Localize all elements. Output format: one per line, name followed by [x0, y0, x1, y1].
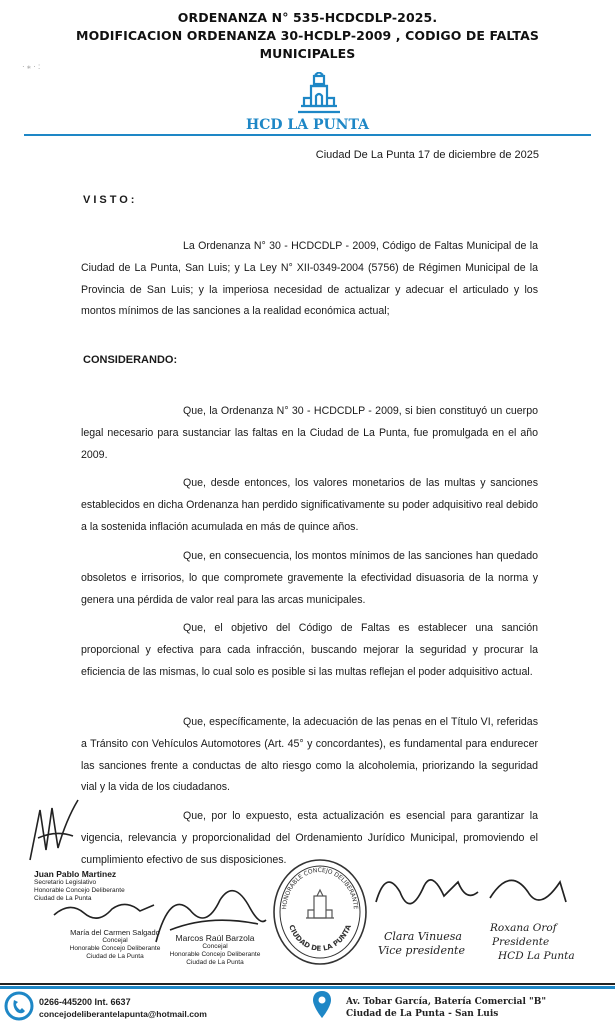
considerando-paragraph-1: Que, la Ordenanza N° 30 - HCDCDLP - 2009, si bien constituyó un cuerpo legal necesario para sustanciar las faltas en la Ciudad de La Punta, fue promulgada en el año 2009. — [81, 405, 538, 461]
official-seal — [270, 856, 370, 968]
svg-text:HONORABLE CONCEJO DELIBERANTE — [281, 867, 359, 910]
signer-institution: Honorable Concejo Deliberante — [34, 887, 125, 894]
scan-mark: · ⁎ · : — [22, 62, 41, 71]
at-phone-icon — [4, 991, 34, 1021]
considerando-paragraph-3: Que, en consecuencia, los montos mínimos de las sanciones han quedado obsoletos e irrisorios, lo que compromete gravemente la efectividad disuasoria de la norma y genera una pérdida de valor real para las arcas municipales. — [81, 550, 538, 606]
footer-address: Av. Tobar García, Batería Comercial "B" — [346, 997, 547, 1007]
considerando-heading: CONSIDERANDO: — [83, 354, 178, 366]
considerando-paragraph-6: Que, por lo expuesto, esta actualización es esencial para garantizar la vigencia, relevancia y proporcionalidad del Ordenamiento Jurídico Municipal, promoviendo el cumplimiento efectivo de sus disposiciones. — [81, 810, 538, 866]
signer-role: Concejal — [102, 937, 128, 944]
signature-scribble-secretary — [18, 790, 88, 870]
signer-role: Secretario Legislativo — [34, 879, 97, 886]
signer-name: María del Carmen Salgado — [70, 928, 160, 937]
signer-role: Concejal — [202, 943, 228, 950]
signer-city: Ciudad de La Punta — [34, 895, 92, 902]
signature-block-barzola — [160, 934, 270, 967]
ordinance-subtitle: MODIFICACION ORDENANZA 30-HCDLP-2009 , CODIGO DE FALTAS — [76, 28, 539, 43]
ordinance-title: ORDENANZA N° 535-HCDCDLP-2025. — [177, 10, 438, 25]
map-pin-icon — [312, 990, 332, 1020]
signer-city: Ciudad de La Punta — [186, 959, 244, 966]
considerando-paragraph-4: Que, el objetivo del Código de Faltas es establecer una sanción proporcional y efectiva para cada infracción, buscando mejorar la seguridad y procurar la eficiencia de las mismas, lo cual solo es posible si las multas reflejan el poder adquisitivo actual. — [81, 622, 538, 678]
seal-bottom-text: CIUDAD DE LA PUNTA — [287, 923, 353, 953]
signature-block-secretary — [34, 870, 144, 903]
footer-email[interactable]: concejodeliberantelapunta@hotmail.com — [39, 1009, 207, 1019]
signer-institution: Honorable Concejo Deliberante — [169, 951, 261, 958]
footer-phone: 0266-445200 Int. 6637 — [39, 997, 131, 1007]
considerando-paragraph-2: Que, desde entonces, los valores monetarios de las multas y sanciones establecidos en dicha Ordenanza han perdido significativamente su poder adquisitivo real debido a la sostenida inflación acumulada en más de quince años. — [81, 477, 538, 533]
signer-name: Juan Pablo Martinez — [34, 869, 117, 879]
svg-text:CIUDAD DE LA PUNTA — [287, 923, 353, 953]
signature-block-salgado — [55, 928, 175, 961]
signer-city: Ciudad de La Punta — [86, 953, 144, 960]
building-tower-icon — [296, 72, 342, 116]
ordinance-subtitle-2: MUNICIPALES — [259, 46, 356, 61]
visto-paragraph: La Ordenanza N° 30 - HCDCDLP - 2009, Código de Faltas Municipal de la Ciudad de La Punta, San Luis; y La Ley N° XII-0349-2004 (5756) de Régimen Municipal de la Provincia de San Luis; y la imperiosa necesidad de actualizar y adecuar el articulado y los montos mínimos de las sanciones a la realidad económica actual; — [81, 240, 538, 318]
visto-heading: VISTO: — [83, 194, 138, 206]
footer-divider — [0, 983, 615, 985]
signer-institution: Honorable Concejo Deliberante — [69, 945, 161, 952]
handwritten-name-president: Roxana Orof — [490, 922, 557, 934]
handwritten-role-president: Presidente — [492, 936, 550, 948]
logo-text: HCD LA PUNTA — [245, 117, 369, 133]
footer-city: Ciudad de La Punta - San Luis — [346, 1009, 499, 1019]
footer-divider-blue — [0, 986, 615, 989]
document-date: Ciudad De La Punta 17 de diciembre de 2025 — [315, 149, 539, 161]
signer-name: Marcos Raúl Barzola — [175, 933, 255, 943]
handwritten-org-president: HCD La Punta — [498, 950, 575, 962]
seal-top-text: HONORABLE CONCEJO DELIBERANTE — [281, 866, 359, 910]
considerando-paragraph-5: Que, específicamente, la adecuación de las penas en el Título VI, referidas a Tránsito con Vehículos Automotores (Art. 45° y concordantes), es fundamental para endurecer las sanciones frente a conductas de alto riesgo como la alcoholemia, priorizando la seguridad vial y la vida de los ciudadanos. — [81, 716, 538, 794]
header-divider — [24, 134, 591, 136]
handwritten-role-vicepresident: Vice presidente — [378, 944, 465, 957]
handwritten-name-vicepresident: Clara Vinuesa — [384, 930, 462, 943]
